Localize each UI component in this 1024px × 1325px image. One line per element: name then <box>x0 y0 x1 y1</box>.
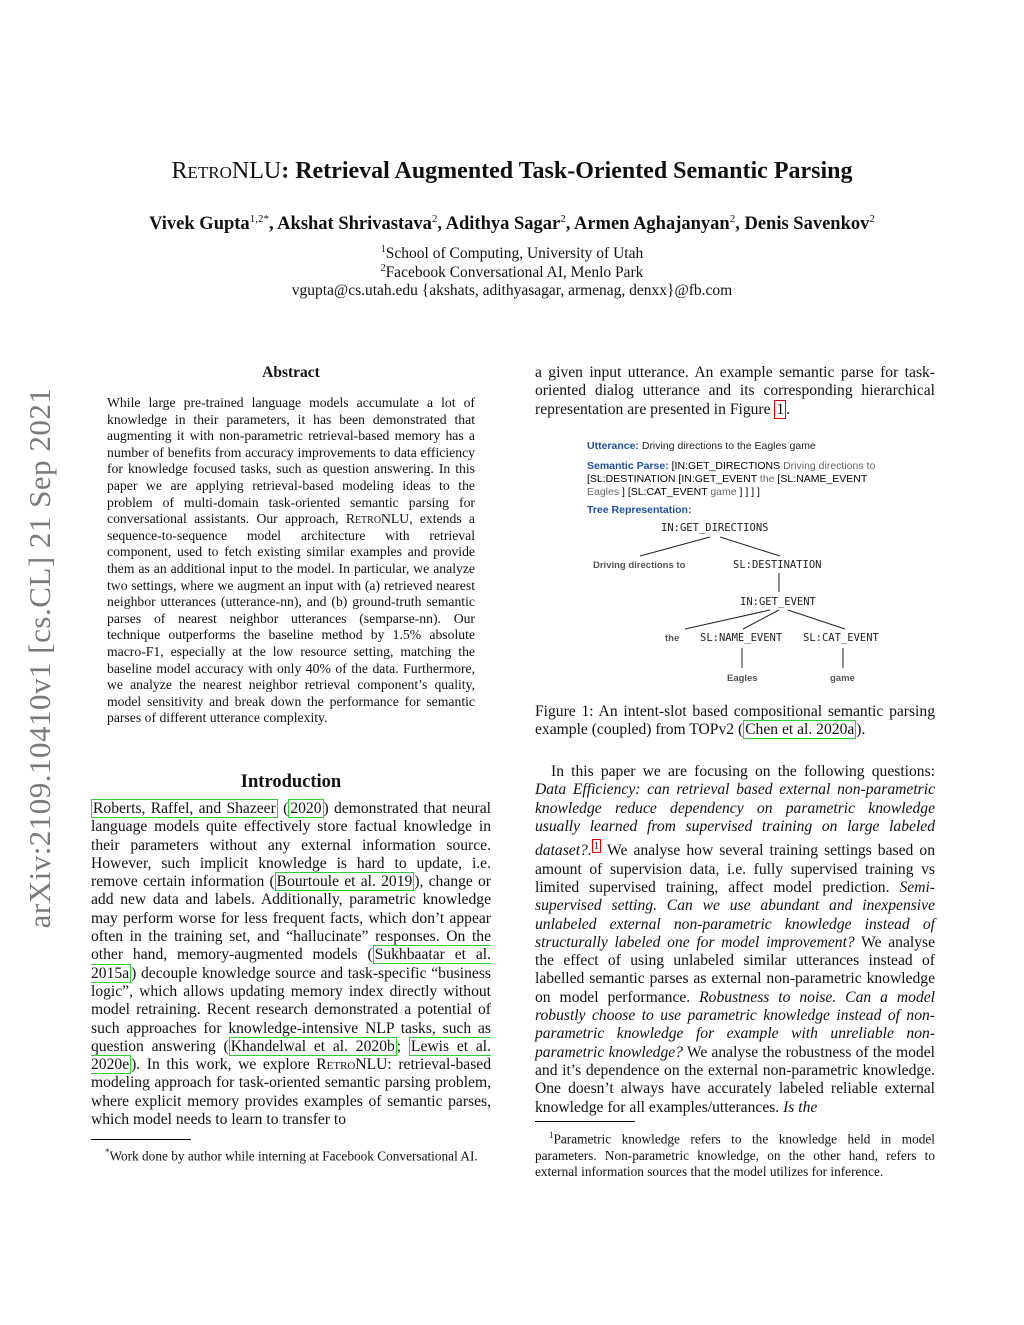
affil-mark: 1 <box>380 244 386 255</box>
body-text: We analyse the effect of using unlabeled similar utterances instead of labelled semantic parses as external non-parametric knowledge on model performance. <box>535 933 936 1006</box>
figure-text: Driving directions to the Eagles game <box>638 440 816 452</box>
figure-1 <box>585 440 915 690</box>
tree-edge <box>685 610 770 629</box>
footnote-text: Work done by author while interning at Facebook Conversational AI. <box>109 1148 478 1164</box>
author-name: Vivek Gupta <box>149 214 250 235</box>
caption-text: Figure 1: An intent-slot based compositional semantic parsing example (coupled) from TOPv2 ( <box>535 703 935 739</box>
figure-parse-token: [SL:DESTINATION [IN:GET_EVENT <box>587 473 760 485</box>
intro-text: : retrieval-based modeling approach for task-oriented semantic parsing problem, where explicit memory provides examples of semantic parses, which model needs to learn to transfer to <box>91 1056 492 1129</box>
tree-node-name-event: SL:NAME_EVENT <box>700 632 783 644</box>
intro-text: ( <box>277 800 289 817</box>
intro-text: ) demonstrated that neural language models quite effectively store factual knowledge in their parameters without any external information source. However, such implicit knowledge is hard to update, i.e. remove certain information ( <box>91 800 491 891</box>
affil-text: School of Computing, University of Utah <box>385 245 644 263</box>
citation-link[interactable]: Sukhbaatar et al. 2015a <box>91 946 492 982</box>
author-affil-mark: 1,2* <box>249 213 269 225</box>
abstract-text: , extends a sequence-to-sequence model architecture with retrieval component, used to fetch existing similar examples and provide them as an additional input to the model. In particular, we analyze two settings, where we augment an input with (a) retrieved nearest neighbor utterances (utterance-nn), and (b) ground-truth semantic parses of nearest neighbor utterances (semparse-nn). Our technique outperforms the baseline method by 1.5% absolute macro-F1, especially at the low resource setting, matching the baseline model accuracy with only 40% of the data. Furthermore, we analyze the nearest neighbor retrieval component’s quality, model sensitivity and break down the performance for semantic parses of different utterance complexity. <box>107 511 475 726</box>
title-system-name: RetroNLU <box>171 158 282 184</box>
author-name: Denis Savenkov <box>744 214 870 235</box>
abstract-heading: Abstract <box>262 364 320 381</box>
figure-parse-token: ] ] ] ] <box>736 486 760 498</box>
author-emails: vgupta@cs.utah.edu {akshats, adithyasagar, armenag, denxx}@fb.com <box>291 282 733 299</box>
tree-leaf-eagles: Eagles <box>727 673 758 684</box>
tree-node-get-event: IN:GET_EVENT <box>740 596 816 608</box>
right-column-body <box>535 763 935 1117</box>
intro-text: ). In this work, we explore <box>131 1056 317 1074</box>
arxiv-identifier: arXiv:2109.10410v1 [cs.CL] 21 Sep 2021 <box>22 387 57 929</box>
tree-edge <box>788 610 845 629</box>
intro-text: ; <box>396 1037 409 1055</box>
footnote-mark: 1 <box>549 1130 554 1140</box>
question-text: Robustness to noise. Can a model robustly choose to use parametric knowledge instead of non-parametric knowledge for example with unreliable non-parametric knowledge? <box>535 988 935 1061</box>
author-name: Akshat Shrivastava <box>277 214 432 235</box>
author-name: Adithya Sagar <box>445 214 561 235</box>
intro-text: ), change or add new data and labels. Additionally, parametric knowledge may perform worse for less frequent facts, which don’t appear often in the training set, and “hallucinate” responses. On the other hand, memory-augmented models ( <box>91 873 491 964</box>
tree-edge <box>743 610 779 629</box>
body-text: We analyse the robustness of the model and it’s dependence on the external non-parametric knowledge. One doesn’t always have accurately labeled reliable external knowledge for all examples/utterances. <box>535 1043 935 1116</box>
intro-system-name: RetroNLU <box>316 1056 388 1074</box>
introduction-heading: Introduction <box>240 772 342 792</box>
footnote-right <box>535 1127 935 1181</box>
affil-mark: 2 <box>380 263 386 274</box>
title-rest: : Retrieval Augmented Task-Oriented Semantic Parsing <box>281 158 853 184</box>
footnote-text: Parametric knowledge refers to the knowledge held in model parameters. Non-parametric knowledge, on the other hand, refers to external information sources that the model utilizes for inference. <box>535 1131 935 1180</box>
citation-link[interactable]: Khandelwal et al. 2020b <box>230 1037 395 1055</box>
figure-ref-link[interactable]: 1 <box>776 400 785 418</box>
citation-link[interactable]: 2020 <box>290 800 322 817</box>
footnote-rule <box>535 1121 635 1122</box>
figure-1-caption <box>535 703 935 740</box>
author-affil-mark: 2 <box>869 213 875 225</box>
intro-text: ) decouple knowledge source and task-specific “business logic”, which allows updating memory index directly without model retraining. Recent research demonstrated a potential of such approaches for knowledge-intensive NLP tasks, such as question answering ( <box>91 964 491 1055</box>
figure-label: Semantic Parse: <box>587 460 669 472</box>
tree-node-cat-event: SL:CAT_EVENT <box>803 632 879 644</box>
citation-link[interactable]: Roberts, Raffel, and Shazeer <box>93 800 276 817</box>
question-text: Data Efficiency: can retrieval based external non-parametric knowledge reduce dependency on parametric knowledge usually learned from supervised training on large labeled dataset?. <box>535 781 935 860</box>
citation-link[interactable]: Bourtoule et al. 2019 <box>276 873 413 891</box>
figure-parse-token: [IN:GET_DIRECTIONS <box>668 460 784 472</box>
author-affil-mark: 2 <box>560 213 566 225</box>
abstract-text: While large pre-trained language models accumulate a lot of knowledge in their parameters, it has been demonstrated that augmenting it with non-parametric retrieval-based memory has a number of benefits from accuracy improvements to data efficiency for knowledge focused tasks, such as question answering. In this paper we are applying retrieval-based modeling ideas to the problem of multi-domain task-oriented semantic parsing for conversational assistants. Our approach, <box>107 395 475 527</box>
footnote-rule <box>91 1139 191 1140</box>
footnote-left <box>91 1144 491 1165</box>
affiliation-2 <box>0 263 1024 282</box>
caption-text: ). <box>856 721 866 739</box>
tree-leaf-the: the <box>665 633 680 644</box>
affiliation-1 <box>0 244 1024 263</box>
tree-leaf-game: game <box>830 673 855 684</box>
body-text: In this paper we are focusing on the following questions: <box>551 763 935 780</box>
citation-link[interactable]: Chen et al. 2020a <box>745 721 855 739</box>
figure-parse-token: [SL:NAME_EVENT <box>774 473 868 485</box>
affil-text: Facebook Conversational AI, Menlo Park <box>385 264 644 282</box>
right-column-intro <box>535 364 935 419</box>
author-affil-mark: 2 <box>431 213 438 225</box>
abstract-body <box>107 395 475 727</box>
question-text: Semi-supervised setting. Can we use abundant and inexpensive unlabeled external non-parametric knowledge instead of structurally labeled one for model improvement? <box>535 878 935 951</box>
question-text: Is the <box>783 1098 818 1116</box>
abstract-system-name: RetroNLU <box>345 511 410 527</box>
body-text: . <box>786 400 791 418</box>
tree-edge <box>720 537 780 556</box>
figure-parse-word: Driving directions to <box>783 460 876 472</box>
footnote-ref-link[interactable]: 1 <box>593 840 600 853</box>
paper-title <box>0 158 1024 185</box>
figure-parse-word: game <box>710 486 737 498</box>
tree-node-root: IN:GET_DIRECTIONS <box>661 522 769 534</box>
tree-leaf-driving: Driving directions to <box>593 560 686 571</box>
figure-parse-token: ] [SL:CAT_EVENT <box>619 486 711 498</box>
citation-link[interactable]: Lewis et al. 2020e <box>91 1037 492 1074</box>
figure-parse-word: Eagles <box>587 486 620 498</box>
figure-parse-word: the <box>759 473 775 485</box>
author-affil-mark: 2 <box>729 213 736 225</box>
figure-label: Utterance: <box>587 440 639 452</box>
footnote-mark: * <box>105 1147 110 1157</box>
author-list: Vivek Gupta$^{1,2*}$, Akshat Shrivastava$^2$, Adithya Sagar$^2$, Armen Aghajanyan$^2$, Denis Savenkov$^2$ <box>149 213 875 235</box>
author-name: Armen Aghajanyan <box>573 214 730 235</box>
body-text: a given input utterance. An example semantic parse for task-oriented dialog utterance and its corresponding hierarchical representation are presented in Figure <box>535 364 935 418</box>
tree-node-destination: SL:DESTINATION <box>733 559 822 571</box>
figure-tree-label: Tree Representation: <box>587 504 692 516</box>
introduction-body <box>91 800 491 1129</box>
body-text: We analyse how several training settings based on amount of supervision data, i.e. fully supervised training vs limited supervised training, affect model prediction. <box>535 842 935 896</box>
tree-edge <box>640 537 710 556</box>
